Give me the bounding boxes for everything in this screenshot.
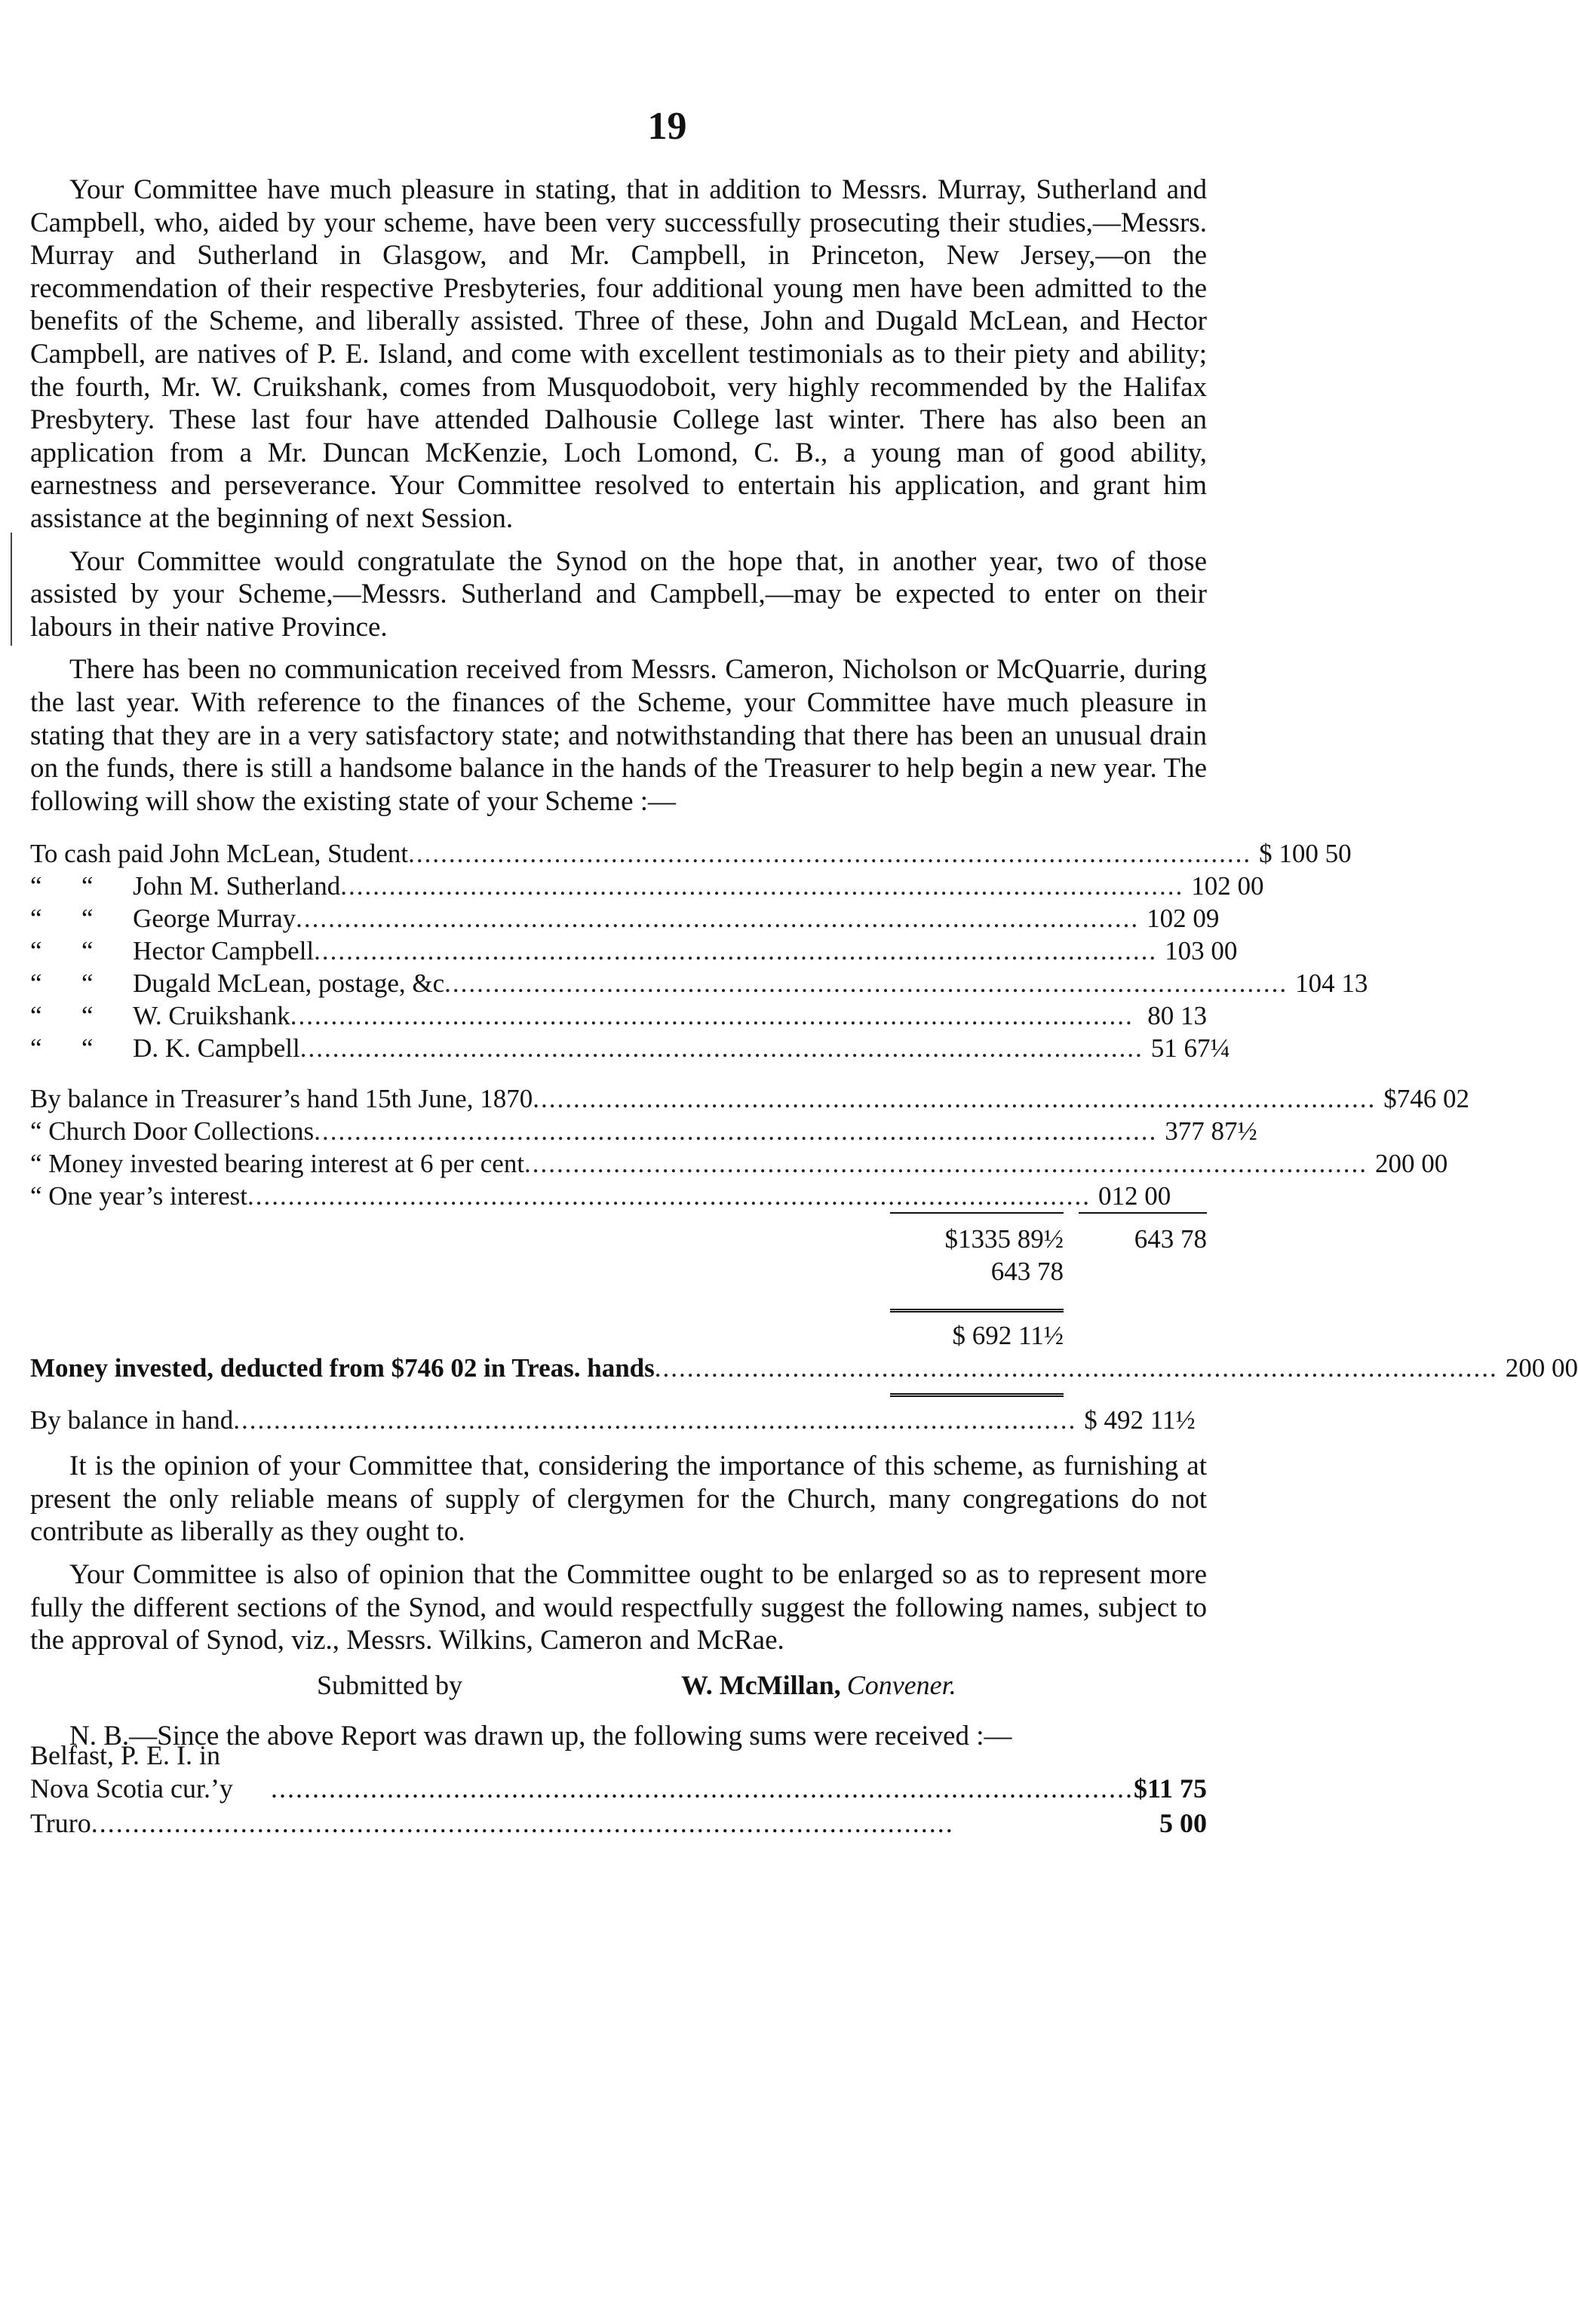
receipt-amount: 200 00 <box>1375 1148 1448 1178</box>
payment-name: George Murray <box>133 903 296 933</box>
balance-rule <box>30 1393 1207 1404</box>
leader-dots: ........................................................................................................ <box>247 1180 1091 1211</box>
ditto-mark: “ “ <box>30 968 94 998</box>
receipt-label: “ Money invested bearing interest at 6 per cent <box>30 1148 525 1178</box>
payment-prefix: To cash paid <box>30 838 164 868</box>
payment-row <box>30 999 1207 1032</box>
balance-row <box>30 1404 1207 1436</box>
leader-dots: ........................................................................................................ <box>408 838 1252 868</box>
paragraph-5: Your Committee is also of opinion that the Committee ought to be enlarged so as to represent more fully the different sections of the Synod, and would respectfully suggest the following names, subject to the approval of Synod, viz., Messrs. Wilkins, Cameron and McRae. <box>30 1559 1207 1656</box>
less-amount: 643 78 <box>990 1256 1064 1286</box>
payment-amount: 104 13 <box>1295 968 1368 998</box>
payment-name: Dugald McLean, postage, &c <box>133 968 445 998</box>
invested-row <box>30 1352 1578 1384</box>
receipt-label: “ One year’s interest <box>30 1180 247 1211</box>
payment-amount: 102 00 <box>1191 870 1264 901</box>
payment-amount: 51 67¼ <box>1150 1033 1230 1063</box>
payment-row <box>30 1032 1230 1064</box>
payment-amount: 80 13 <box>1147 1000 1207 1030</box>
receipt-row <box>30 1180 1207 1212</box>
receipt-row <box>30 1147 1448 1180</box>
paragraph-1: Your Committee have much pleasure in stating, that in addition to Messrs. Murray, Sutherland and Campbell, who, aided by your scheme, have been very successfully prosecuting their studies,—Messrs. Murray and Sutherland in Glasgow, and Mr. Campbell, in Princeton, New Jersey,—on the recommendation of their respective Presbyteries, four additional young men have been admitted to the benefits of the Scheme, and liberally assisted. Three of these, John and Dugald McLean, and Hector Campbell, are natives of P. E. Island, and come with excellent testimonials as to their piety and ability; the fourth, Mr. W. Cruikshank, comes from Musquodoboit, very highly recommended by the Halifax Presbytery. These last four have attended Dalhousie College last winter. There has also been an application from a Mr. Duncan McKenzie, Loch Lomond, C. B., a young man of good ability, earnestness and perseverance. Your Committee resolved to entertain his application, and grant him assistance at the beginning of next Session. <box>30 174 1207 534</box>
signature-line <box>30 1667 1207 1705</box>
payment-amount: $ 100 50 <box>1259 838 1352 868</box>
payment-amount: 102 09 <box>1147 903 1220 933</box>
leader-dots: ........................................................................................................ <box>296 903 1140 933</box>
payment-row <box>30 967 1368 999</box>
paragraph-3: There has been no communication received from Messrs. Cameron, Nicholson or McQuarrie, during the last year. With reference to the finances of the Scheme, your Committee have much pleasure in stating that they are in a very satisfactory state; and notwithstanding that there has been an unusual drain on the funds, there is still a handsome balance in the hands of the Treasurer to help begin a new year. The following will show the existing state of your Scheme :— <box>30 654 1207 817</box>
nb-note: N. B.—Since the above Report was drawn up, the following sums were received :— <box>69 1720 1012 1751</box>
leader-dots: ........................................................................................................ <box>91 1807 954 1838</box>
receipt-label: By balance in Treasurer’s hand 15th June, 1870 <box>30 1083 533 1113</box>
leader-dots: ........................................................................................................ <box>314 1116 1158 1146</box>
payments-total: 643 78 <box>1134 1223 1207 1254</box>
receipt-amount: 377 87½ <box>1165 1116 1257 1146</box>
document-body <box>30 173 1578 1840</box>
receipt-row <box>30 1082 1469 1115</box>
payment-name: Hector Campbell <box>133 935 315 966</box>
margin-line <box>11 533 12 646</box>
leader-dots: ........................................................................................................ <box>314 935 1158 966</box>
less-row <box>30 1255 1207 1288</box>
net-rule <box>30 1309 1207 1319</box>
totals-row <box>30 1223 1207 1255</box>
ditto-mark: “ “ <box>30 935 94 966</box>
ditto-mark: “ “ <box>30 1000 94 1030</box>
payment-row <box>30 837 1352 870</box>
leader-dots: ........................................................................................................ <box>340 870 1184 901</box>
leader-dots: ........................................................................................................ <box>270 1773 1134 1804</box>
payment-row <box>30 935 1238 967</box>
leader-dots: ........................................................................................................ <box>290 1000 1134 1030</box>
received-label: Truro <box>30 1807 91 1838</box>
net-row <box>30 1319 1207 1352</box>
leader-dots: ........................................................................................................ <box>233 1405 1077 1435</box>
receipt-amount: 012 00 <box>1098 1180 1171 1211</box>
payment-name: W. Cruikshank <box>133 1000 290 1030</box>
convener-role: Convener. <box>846 1670 956 1701</box>
receipt-amount: $746 02 <box>1383 1083 1469 1113</box>
received-amount: $11 75 <box>1133 1773 1207 1804</box>
submitted-by: Submitted by <box>317 1670 463 1701</box>
balance-amount: $ 492 11½ <box>1084 1405 1196 1435</box>
payment-name: D. K. Campbell <box>133 1033 300 1063</box>
receipt-label: “ Church Door Collections <box>30 1116 315 1146</box>
leader-dots: ........................................................................................................ <box>654 1352 1498 1383</box>
paragraph-2: Your Committee would congratulate the Synod on the hope that, in another year, two of those assisted by your Scheme,—Messrs. Sutherland and Campbell,—may be expected to enter on their labours in their native Province. <box>30 545 1207 643</box>
received-amount: 5 00 <box>1159 1807 1207 1838</box>
accounts-ledger <box>30 837 1578 1436</box>
balance-label: By balance in hand <box>30 1405 234 1435</box>
ditto-mark: “ “ <box>30 903 94 933</box>
leader-dots: ........................................................................................................ <box>533 1083 1377 1113</box>
receipts-total: $1335 89½ <box>944 1223 1064 1254</box>
leader-dots: ........................................................................................................ <box>524 1148 1368 1178</box>
received-row <box>30 1740 1207 1805</box>
leader-dots: ........................................................................................................ <box>444 968 1288 998</box>
ditto-mark: “ “ <box>30 1033 94 1063</box>
payment-amount: 103 00 <box>1165 935 1238 966</box>
invested-amount: 200 00 <box>1505 1352 1578 1383</box>
invested-label: Money invested, deducted from $746 02 in Treas. hands <box>30 1352 655 1383</box>
receipt-row <box>30 1115 1257 1147</box>
payment-name: John McLean, Student <box>170 838 409 868</box>
page-number: 19 <box>647 105 687 148</box>
ditto-mark: “ “ <box>30 870 94 901</box>
received-label: Belfast, P. E. I. in Nova Scotia cur.’y <box>30 1740 233 1804</box>
received-row <box>30 1805 1207 1840</box>
total-rule <box>30 1212 1207 1223</box>
net-amount: $ 692 11½ <box>952 1320 1064 1350</box>
convener-name: W. McMillan, <box>681 1670 841 1701</box>
payment-name: John M. Sutherland <box>133 870 341 901</box>
leader-dots: ........................................................................................................ <box>299 1033 1144 1063</box>
payment-row <box>30 870 1264 902</box>
paragraph-4: It is the opinion of your Committee that, considering the importance of this scheme, as furnishing at present the only reliable means of supply of clergymen for the Church, many congregations do not contribute as liberally as they ought to. <box>30 1451 1207 1548</box>
payment-row <box>30 902 1220 935</box>
